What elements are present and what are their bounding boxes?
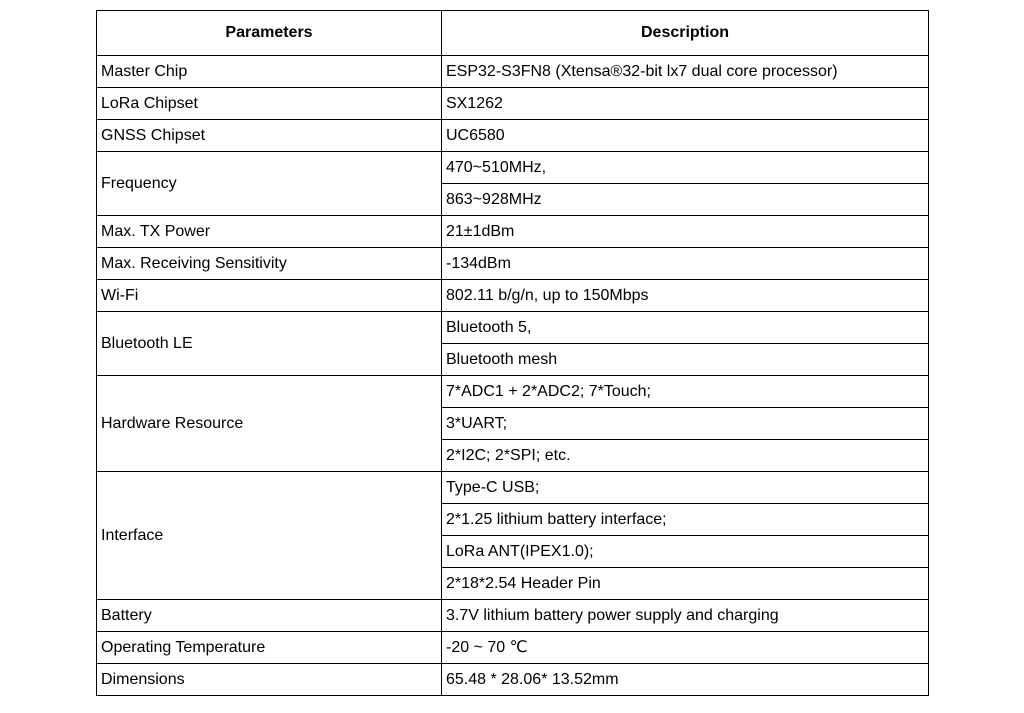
parameter-cell: Bluetooth LE — [97, 312, 442, 376]
description-cell: -134dBm — [442, 248, 929, 280]
parameter-cell: Interface — [97, 472, 442, 600]
table-row — [97, 88, 929, 120]
parameter-cell: GNSS Chipset — [97, 120, 442, 152]
description-cell: ESP32-S3FN8 (Xtensa®32-bit lx7 dual core processor) — [442, 56, 929, 88]
parameter-cell: Max. TX Power — [97, 216, 442, 248]
description-cell: 65.48 * 28.06* 13.52mm — [442, 664, 929, 696]
description-cell: 863~928MHz — [442, 184, 929, 216]
table-row — [97, 632, 929, 664]
description-cell: -20 ~ 70 ℃ — [442, 632, 929, 664]
table-row — [97, 248, 929, 280]
description-cell: 3*UART; — [442, 408, 929, 440]
description-cell: 3.7V lithium battery power supply and charging — [442, 600, 929, 632]
parameter-cell: Operating Temperature — [97, 632, 442, 664]
description-cell: UC6580 — [442, 120, 929, 152]
table-row — [97, 120, 929, 152]
description-cell: Type-C USB; — [442, 472, 929, 504]
table-row — [97, 376, 929, 408]
table-row — [97, 152, 929, 184]
table-row — [97, 56, 929, 88]
description-cell: 2*18*2.54 Header Pin — [442, 568, 929, 600]
header-parameters: Parameters — [97, 11, 442, 56]
parameter-cell: Wi-Fi — [97, 280, 442, 312]
spec-table — [96, 10, 929, 696]
description-cell: 7*ADC1 + 2*ADC2; 7*Touch; — [442, 376, 929, 408]
table-header-row — [97, 11, 929, 56]
parameter-cell: Battery — [97, 600, 442, 632]
table-row — [97, 312, 929, 344]
parameter-cell: Hardware Resource — [97, 376, 442, 472]
table-row — [97, 664, 929, 696]
table-row — [97, 280, 929, 312]
description-cell: Bluetooth mesh — [442, 344, 929, 376]
parameter-cell: LoRa Chipset — [97, 88, 442, 120]
description-cell: 470~510MHz, — [442, 152, 929, 184]
parameter-cell: Dimensions — [97, 664, 442, 696]
parameter-cell: Master Chip — [97, 56, 442, 88]
table-row — [97, 216, 929, 248]
description-cell: 2*1.25 lithium battery interface; — [442, 504, 929, 536]
parameter-cell: Frequency — [97, 152, 442, 216]
table-row — [97, 600, 929, 632]
description-cell: SX1262 — [442, 88, 929, 120]
description-cell: LoRa ANT(IPEX1.0); — [442, 536, 929, 568]
parameter-cell: Max. Receiving Sensitivity — [97, 248, 442, 280]
description-cell: 21±1dBm — [442, 216, 929, 248]
description-cell: 2*I2C; 2*SPI; etc. — [442, 440, 929, 472]
spec-table-body — [97, 56, 929, 696]
table-row — [97, 472, 929, 504]
description-cell: 802.11 b/g/n, up to 150Mbps — [442, 280, 929, 312]
header-description: Description — [442, 11, 929, 56]
description-cell: Bluetooth 5, — [442, 312, 929, 344]
